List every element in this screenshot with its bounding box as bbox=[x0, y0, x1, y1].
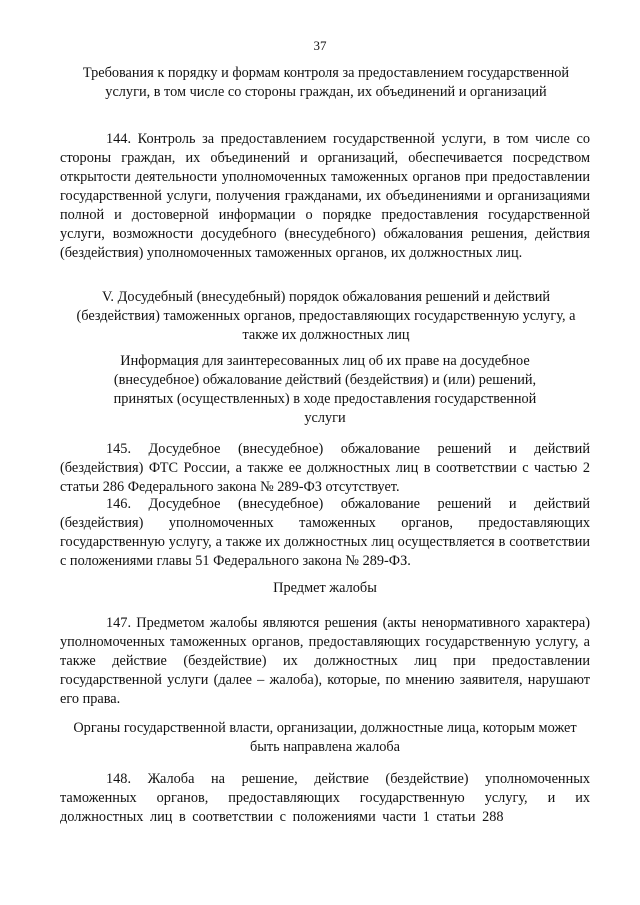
paragraph-147: 147. Предметом жалобы являются решения (акты ненормативного характера) уполномоченных таможенных органов, предоставляющих государственную услугу, а также действие (бездействие) их должностных лиц при предоставлении государственной услуги (далее – жалоба), которые, по мнению заявителя, нарушают его права. bbox=[60, 615, 590, 707]
paragraph-148: 148. Жалоба на решение, действие (бездействие) уполномоченных таможенных органов, предоставляющих государственную услугу, и их должностных лиц в соответствии с положениями части 1 статьи 288 bbox=[60, 771, 590, 825]
paragraph-146: 146. Досудебное (внесудебное) обжалование решений и действий (бездействия) уполномоченных таможенных органов, предоставляющих государственную услугу, а также их должностных лиц осуществляется в соответствии с положениями главы 51 Федерального закона № 289-ФЗ. bbox=[60, 496, 590, 569]
section-heading-complaint-subject: Предмет жалобы bbox=[273, 580, 377, 596]
section-heading-information-on-rights: Информация для заинтересованных лиц об их праве на досудебное (внесудебное) обжалование действий (бездействия) и (или) решений, принятых (осуществленных) в ходе предоставления государственной услуги bbox=[113, 353, 537, 426]
section-heading-complaint-recipients: Органы государственной власти, организации, должностные лица, которым может быть направлена жалоба bbox=[73, 720, 577, 755]
section-heading-monitoring: Требования к порядку и формам контроля за предоставлением государственной услуги, в том числе со стороны граждан, их объединений и организаций bbox=[82, 65, 570, 100]
paragraph-145: 145. Досудебное (внесудебное) обжалование решений и действий (бездействия) ФТС России, а также ее должностных лиц в соответствии с частью 2 статьи 286 Федерального закона № 289-ФЗ отсутствует. bbox=[60, 441, 590, 495]
page-number: 37 bbox=[313, 38, 327, 53]
paragraph-144: 144. Контроль за предоставлением государственной услуги, в том числе со стороны граждан, их объединений и организаций, обеспечивается посредством открытости деятельности уполномоченных таможенных органов при предоставлении государственной услуги, получения гражданами, их объединениями и организациями полной и достоверной информации о порядке предоставления государственной услуги, возможности досудебного (внесудебного) обжалования решения, действия (бездействия) уполномоченных таможенных органов, их должностных лиц. bbox=[60, 131, 590, 261]
section-heading-v-appeal-procedure: V. Досудебный (внесудебный) порядок обжалования решений и действий (бездействия) таможенных органов, предоставляющих государственную услугу, а также их должностных лиц bbox=[76, 289, 576, 343]
